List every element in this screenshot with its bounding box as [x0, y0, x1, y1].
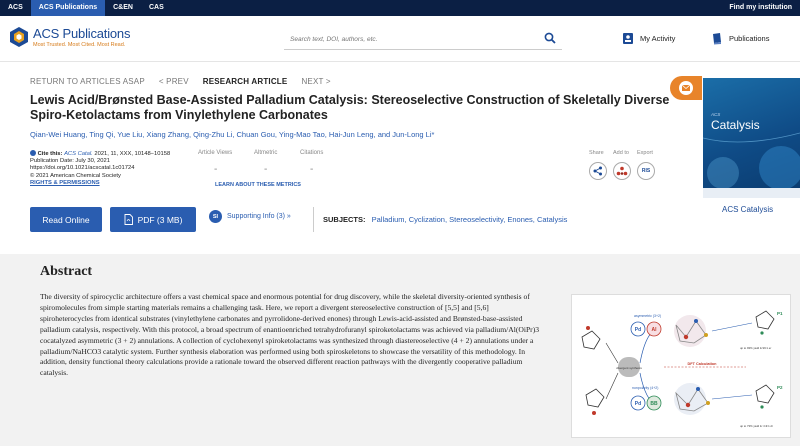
logo-tagline: Most Trusted. Most Cited. Most Read.: [33, 42, 126, 48]
reaction-scheme: [572, 295, 792, 439]
my-activity-label: My Activity: [640, 34, 676, 43]
journal-cover[interactable]: [703, 78, 800, 198]
cite-label: Cite this:: [37, 151, 63, 157]
site-header: [0, 16, 800, 62]
breadcrumb: [30, 77, 345, 86]
supporting-info-link[interactable]: [209, 210, 291, 223]
cover-art: [703, 78, 800, 198]
learn-metrics-link[interactable]: LEARN ABOUT THESE METRICS: [215, 182, 301, 188]
publications-label: Publications: [729, 34, 770, 43]
citation-block: [30, 150, 200, 187]
abstract-heading: Abstract: [40, 264, 93, 279]
branch-top-label: asymmetric (3+2): [634, 314, 662, 318]
rights-permissions-link[interactable]: RIGHTS & PERMISSIONS: [30, 179, 100, 186]
abstract-text: The diversity of spirocyclic architecture offers a vast chemical space and enormous potential for drug discovery, while the skeletal diversity-oriented synthesis of spiromolecules from simple starting materials remains a challenging task. Here, we report a divergent stereoselective construction of [5,5] and [5,6] spiroheterocycles from identical substrates (vinylethylene carbonates and pyrrolidone-derived enones) through Lewis-acid-assisted and Brønsted-base-assisted palladium catalysis, respectively. With this protocol, a broad spectrum of enantioenriched tetrahydrofuranyl spiroketolactams was achieved via palladium/Al(OiPr)3 cocatalyzed asymmetric (3 + 2) annulations. A collection of cyclohexenyl spiroketolactams was synthesized through diastereoselective (4 + 2) annulations under a palladium/NaHCO3 catalytic system. Further synthesis elaboration was performed using both spiroskeletons to showcase the versatility of this methodology. In addition, density functional theory calculations provide a rationale toward the observed different reaction pathways with the divergently cooperative palladium catalysis.: [40, 292, 540, 378]
article-views-label: Article Views: [198, 150, 233, 156]
logo-name: ACS Publications: [33, 26, 131, 41]
publication-date: Publication Date: July 30, 2021: [30, 158, 110, 165]
book-icon: [711, 32, 723, 45]
email-icon-circle: [679, 81, 693, 95]
export-label: Export: [637, 150, 653, 156]
cover-footer-bar: [703, 188, 800, 198]
bb-badge: BB: [650, 401, 658, 407]
share-label: Share: [589, 150, 604, 156]
bottom-transition-state: [674, 383, 710, 415]
export-ris-button[interactable]: RIS: [637, 162, 655, 180]
cite-journal: ACS Catal.: [64, 151, 93, 157]
cite-ref: 2021, 11, XXX, 10148−10158: [94, 151, 171, 157]
pdf-file-icon: [124, 214, 133, 225]
altmetric-metric: [254, 150, 277, 175]
p1-stat: up to 93% yield & 99:1 er: [740, 346, 772, 350]
search-icon[interactable]: [544, 32, 556, 44]
tab-cas[interactable]: CAS: [148, 4, 164, 11]
next-link[interactable]: NEXT >: [301, 77, 331, 86]
toc-graphic[interactable]: [571, 294, 791, 438]
author-list[interactable]: Qian-Wei Huang, Ting Qi, Yue Liu, Xiang Zhang, Qing-Zhu Li, Chuan Gou, Ying-Mao Tao, Hai-Jun Leng, and Jun-Long Li*: [30, 130, 435, 139]
copyright: © 2021 American Chemical Society: [30, 172, 121, 179]
citations-label: Citations: [300, 150, 324, 156]
pdf-label: PDF (3 MB): [137, 214, 183, 225]
product-p1: [740, 311, 783, 350]
article-type: RESEARCH ARTICLE: [202, 77, 288, 86]
divergent-synthesis-label: divergent synthesis: [616, 366, 642, 370]
top-transition-state: [674, 315, 708, 347]
altmetric-value: -: [264, 164, 268, 175]
cover-prefix: ACS: [711, 112, 721, 117]
article-views-value: -: [214, 164, 218, 175]
share-labels: [589, 150, 661, 156]
my-activity-link[interactable]: [622, 32, 675, 45]
p1-label: P1: [777, 311, 783, 316]
share-button[interactable]: [589, 162, 607, 180]
return-to-articles-link[interactable]: RETURN TO ARTICLES ASAP: [30, 77, 145, 86]
add-to-label: Add to: [613, 150, 629, 156]
read-online-button[interactable]: Read Online: [30, 207, 102, 232]
share-icon: [593, 166, 603, 176]
p2-stat: up to 73% yield & >19:1 dr: [740, 424, 773, 428]
tab-acs-publications[interactable]: ACS Publications: [31, 0, 105, 16]
quote-icon: [30, 150, 36, 156]
tab-cen[interactable]: C&EN: [113, 4, 133, 11]
search-input[interactable]: [284, 30, 534, 50]
dft-label: DFT Calculation: [687, 362, 717, 366]
email-alert-button[interactable]: [670, 76, 702, 100]
p2-label: P2: [777, 385, 783, 390]
supporting-info-label: Supporting Info (3) »: [227, 213, 291, 220]
prev-link[interactable]: < PREV: [158, 77, 189, 86]
cover-journal-name: Catalysis: [711, 118, 760, 132]
add-to-button[interactable]: [613, 162, 631, 180]
activity-icon: [622, 32, 634, 45]
add-to-icon: [616, 166, 628, 176]
si-badge: SI: [209, 210, 222, 223]
article-title: Lewis Acid/Brønsted Base-Assisted Palladium Catalysis: Stereoselective Construction of Skeletally Diverse Spiro-Ketolactams from Vinylethylene Carbonates: [30, 93, 670, 122]
subjects-items[interactable]: Palladium, Cyclization, Stereoselectivity, Enones, Catalysis: [371, 215, 568, 224]
doi-link[interactable]: https://doi.org/10.1021/acscatal.1c01724: [30, 165, 135, 172]
search-box: [284, 28, 562, 50]
subjects-list: [323, 215, 567, 224]
tab-acs[interactable]: ACS: [8, 4, 23, 11]
acs-publications-logo[interactable]: [8, 26, 130, 48]
citations-metric: [300, 150, 323, 175]
journal-name-link[interactable]: ACS Catalysis: [722, 205, 774, 214]
product-p2: [740, 385, 783, 428]
citations-value: -: [310, 164, 314, 175]
divider: [313, 207, 314, 232]
subjects-label: SUBJECTS:: [323, 215, 366, 224]
publications-link[interactable]: [711, 32, 769, 45]
pd-bottom-badge: Pd: [634, 401, 642, 407]
envelope-icon: [682, 85, 690, 91]
find-institution-link[interactable]: Find my institution: [729, 4, 792, 11]
branch-bottom-label: nonpolarity (4+2): [632, 386, 659, 390]
altmetric-label: Altmetric: [254, 150, 278, 156]
pd-top-badge: Pd: [634, 327, 642, 333]
al-badge: Al: [651, 327, 657, 333]
top-nav-bar: [0, 0, 800, 16]
acs-hexagon-icon: [8, 26, 30, 48]
pdf-download-button[interactable]: [110, 207, 196, 232]
article-views-metric: [198, 150, 232, 175]
